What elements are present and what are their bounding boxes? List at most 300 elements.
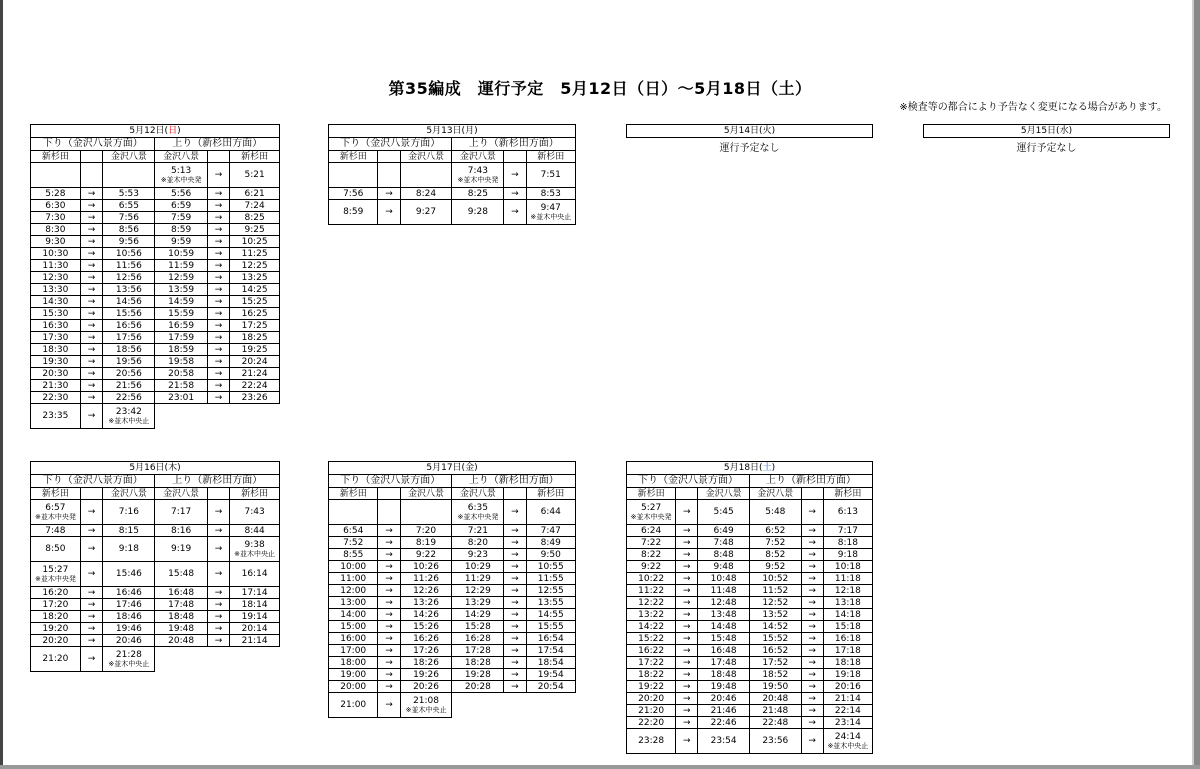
arrow-icon: → bbox=[808, 597, 816, 608]
arrow-icon: → bbox=[214, 623, 223, 634]
time-value: 6:24 bbox=[640, 525, 662, 536]
col-kanazawahakkei-arr: 金沢八景 bbox=[400, 151, 452, 163]
time-cell bbox=[103, 356, 155, 368]
time-cell bbox=[329, 609, 378, 621]
time-value: 7:48 bbox=[45, 525, 66, 536]
time-cell bbox=[230, 296, 280, 308]
time-cell bbox=[103, 344, 155, 356]
time-cell bbox=[749, 645, 801, 657]
arrow-icon: → bbox=[385, 645, 393, 656]
time-value: 13:30 bbox=[42, 284, 69, 295]
arrow-icon: → bbox=[385, 621, 393, 632]
arrow-icon: → bbox=[682, 507, 691, 517]
arrow-icon: → bbox=[87, 296, 96, 307]
time-cell bbox=[31, 188, 81, 200]
time-cell bbox=[526, 200, 575, 225]
arrow-icon: → bbox=[87, 308, 96, 319]
time-cell bbox=[526, 597, 575, 609]
direction-down: 下り（金沢八景方面） bbox=[329, 138, 452, 151]
time-cell bbox=[31, 272, 81, 284]
arrow-cell bbox=[207, 212, 229, 224]
time-note: ※並木中央止 bbox=[234, 550, 276, 558]
time-value: 20:16 bbox=[834, 681, 861, 692]
time-cell bbox=[103, 212, 155, 224]
time-cell bbox=[698, 500, 750, 525]
time-value: 18:28 bbox=[464, 657, 491, 668]
time-cell bbox=[823, 621, 872, 633]
day-header bbox=[329, 125, 576, 138]
day-header-label bbox=[724, 126, 775, 136]
time-cell bbox=[31, 599, 81, 611]
table-row bbox=[627, 537, 873, 549]
table-row bbox=[31, 356, 280, 368]
time-cell bbox=[526, 549, 575, 561]
time-value: 11:26 bbox=[413, 573, 439, 584]
arrow-cell bbox=[676, 561, 698, 573]
arrow-cell bbox=[504, 609, 526, 621]
arrow-cell bbox=[207, 344, 229, 356]
time-value: 22:56 bbox=[115, 392, 142, 403]
arrow-icon: → bbox=[682, 705, 691, 716]
arrow-cell bbox=[801, 609, 823, 621]
table-row bbox=[31, 260, 280, 272]
day-close: ) bbox=[1068, 126, 1073, 136]
time-value: 18:48 bbox=[168, 611, 195, 622]
time-cell bbox=[627, 693, 676, 705]
time-value: 7:17 bbox=[837, 525, 858, 536]
time-value: 18:54 bbox=[537, 657, 564, 668]
time-value: 21:08 bbox=[413, 696, 439, 706]
time-cell bbox=[230, 224, 280, 236]
time-value: 11:59 bbox=[168, 260, 195, 271]
arrow-icon: → bbox=[808, 609, 816, 620]
arrow-cell bbox=[80, 599, 102, 611]
time-cell bbox=[230, 332, 280, 344]
time-value: 24:14 bbox=[834, 732, 861, 742]
arrow-cell bbox=[801, 621, 823, 633]
time-value: 23:35 bbox=[42, 411, 69, 421]
time-value: 19:26 bbox=[413, 669, 439, 680]
time-cell bbox=[155, 537, 207, 562]
arrow-cell bbox=[378, 585, 400, 597]
arrow-icon: → bbox=[808, 585, 816, 596]
time-cell bbox=[329, 561, 378, 573]
timetable-may15 bbox=[923, 124, 1170, 154]
time-value: 6:52 bbox=[765, 525, 786, 536]
time-value: 9:52 bbox=[765, 561, 786, 572]
timetable-grid bbox=[30, 461, 280, 672]
time-value: 16:46 bbox=[115, 587, 142, 598]
time-value: 9:48 bbox=[713, 561, 734, 572]
time-cell bbox=[155, 272, 207, 284]
time-value: 7:22 bbox=[640, 537, 662, 548]
table-row bbox=[31, 308, 280, 320]
arrow-cell bbox=[676, 573, 698, 585]
arrow-cell bbox=[207, 380, 229, 392]
time-cell bbox=[823, 693, 872, 705]
time-value: 13:52 bbox=[762, 609, 789, 620]
col-shinsugita-dep: 新杉田 bbox=[31, 151, 81, 163]
time-value: 16:54 bbox=[537, 633, 564, 644]
time-value: 21:46 bbox=[710, 705, 737, 716]
time-cell bbox=[698, 537, 750, 549]
time-value: 8:59 bbox=[343, 207, 364, 217]
time-value: 14:56 bbox=[115, 296, 142, 307]
table-row bbox=[329, 669, 576, 681]
time-cell bbox=[627, 537, 676, 549]
time-cell bbox=[749, 729, 801, 754]
table-row bbox=[31, 392, 280, 404]
arrow-cell bbox=[801, 585, 823, 597]
arrow-icon: → bbox=[511, 549, 519, 560]
time-value: 21:20 bbox=[42, 654, 69, 664]
time-value: 7:30 bbox=[45, 212, 66, 223]
time-cell bbox=[103, 635, 155, 647]
arrow-icon: → bbox=[808, 681, 816, 692]
time-value: 6:13 bbox=[837, 507, 858, 517]
arrow-icon: → bbox=[511, 561, 519, 572]
table-row bbox=[31, 647, 280, 672]
time-value: 20:58 bbox=[168, 368, 195, 379]
time-cell bbox=[329, 200, 378, 225]
time-value: 19:48 bbox=[710, 681, 737, 692]
time-cell bbox=[698, 525, 750, 537]
time-value: 10:59 bbox=[168, 248, 195, 259]
arrow-cell bbox=[80, 356, 102, 368]
arrow-cell bbox=[207, 284, 229, 296]
time-value: 10:22 bbox=[638, 573, 665, 584]
time-cell bbox=[698, 681, 750, 693]
frame-right-inner-border bbox=[1192, 0, 1194, 769]
arrow-cell bbox=[207, 599, 229, 611]
time-value: 18:56 bbox=[115, 344, 142, 355]
time-cell bbox=[627, 573, 676, 585]
time-value: 13:26 bbox=[413, 597, 439, 608]
time-cell bbox=[400, 633, 452, 645]
time-cell bbox=[452, 657, 504, 669]
time-value: 18:22 bbox=[638, 669, 665, 680]
arrow-cell bbox=[378, 561, 400, 573]
time-cell bbox=[155, 212, 207, 224]
time-cell bbox=[698, 597, 750, 609]
arrow-icon: → bbox=[87, 623, 96, 634]
col-shinsugita-arr: 新杉田 bbox=[230, 488, 280, 500]
table-row bbox=[31, 500, 280, 525]
arrow-cell bbox=[207, 635, 229, 647]
time-cell bbox=[155, 224, 207, 236]
day-weekday: 火 bbox=[762, 126, 772, 136]
arrow-cell bbox=[801, 717, 823, 729]
time-cell bbox=[329, 163, 378, 188]
time-cell bbox=[698, 729, 750, 754]
time-value: 11:55 bbox=[537, 573, 564, 584]
time-value: 14:55 bbox=[537, 609, 564, 620]
time-cell bbox=[452, 633, 504, 645]
time-value: 10:55 bbox=[537, 561, 564, 572]
time-cell bbox=[103, 368, 155, 380]
time-cell bbox=[400, 573, 452, 585]
time-value: 12:22 bbox=[638, 597, 665, 608]
timetable-may14 bbox=[626, 124, 873, 154]
time-value: 5:28 bbox=[45, 188, 66, 199]
time-cell bbox=[749, 573, 801, 585]
time-value: 9:50 bbox=[540, 549, 561, 560]
time-value: 19:00 bbox=[340, 669, 367, 680]
time-cell bbox=[823, 525, 872, 537]
time-cell bbox=[329, 537, 378, 549]
arrow-cell bbox=[80, 635, 102, 647]
time-value: 10:30 bbox=[42, 248, 69, 259]
time-note: ※並木中央止 bbox=[108, 417, 150, 425]
time-value: 16:28 bbox=[464, 633, 491, 644]
time-cell bbox=[526, 621, 575, 633]
time-value: 17:30 bbox=[42, 332, 69, 343]
arrow-icon: → bbox=[87, 248, 96, 259]
arrow-cell bbox=[676, 717, 698, 729]
arrow-icon: → bbox=[214, 587, 223, 598]
time-cell bbox=[103, 562, 155, 587]
table-row bbox=[627, 585, 873, 597]
col-arrow bbox=[378, 151, 400, 163]
time-value: 12:56 bbox=[115, 272, 142, 283]
arrow-cell bbox=[801, 561, 823, 573]
time-cell bbox=[823, 729, 872, 754]
time-cell bbox=[526, 188, 575, 200]
arrow-icon: → bbox=[808, 525, 816, 536]
time-cell bbox=[526, 609, 575, 621]
time-value: 9:27 bbox=[415, 207, 437, 217]
time-cell bbox=[400, 645, 452, 657]
time-value: 8:16 bbox=[171, 525, 192, 536]
time-cell bbox=[526, 585, 575, 597]
col-shinsugita-arr: 新杉田 bbox=[526, 488, 575, 500]
time-cell bbox=[627, 500, 676, 525]
arrow-icon: → bbox=[214, 611, 223, 622]
timetable-may13 bbox=[328, 124, 576, 225]
arrow-cell bbox=[801, 573, 823, 585]
arrow-icon: → bbox=[87, 224, 96, 235]
time-cell bbox=[526, 645, 575, 657]
time-value: 11:56 bbox=[115, 260, 142, 271]
arrow-icon: → bbox=[511, 507, 519, 517]
time-value: 19:58 bbox=[168, 356, 195, 367]
time-value: 20:20 bbox=[638, 693, 665, 704]
day-weekday: 土 bbox=[762, 463, 772, 473]
time-cell bbox=[103, 236, 155, 248]
time-cell bbox=[230, 623, 280, 635]
time-cell bbox=[526, 669, 575, 681]
arrow-cell bbox=[676, 705, 698, 717]
time-value: 15:25 bbox=[241, 296, 268, 307]
time-value: 9:23 bbox=[467, 549, 488, 560]
time-value: 7:17 bbox=[171, 507, 192, 517]
time-value: 23:54 bbox=[710, 736, 737, 746]
arrow-icon: → bbox=[808, 705, 816, 716]
time-cell bbox=[31, 635, 81, 647]
time-cell bbox=[103, 200, 155, 212]
time-cell bbox=[31, 537, 81, 562]
arrow-cell bbox=[801, 525, 823, 537]
time-cell bbox=[526, 633, 575, 645]
time-cell bbox=[526, 573, 575, 585]
time-cell bbox=[400, 597, 452, 609]
day-header-label bbox=[129, 463, 180, 473]
timetable-may18 bbox=[626, 461, 873, 754]
time-value: 7:20 bbox=[415, 525, 437, 536]
arrow-cell bbox=[207, 308, 229, 320]
arrow-cell bbox=[80, 260, 102, 272]
time-cell bbox=[823, 549, 872, 561]
time-cell bbox=[155, 332, 207, 344]
arrow-icon: → bbox=[214, 200, 223, 211]
time-note: ※並木中央発 bbox=[34, 575, 76, 583]
direction-row bbox=[329, 475, 576, 488]
col-arrow bbox=[207, 488, 229, 500]
arrow-icon: → bbox=[511, 207, 519, 217]
arrow-icon: → bbox=[511, 609, 519, 620]
time-value: 14:30 bbox=[42, 296, 69, 307]
arrow-cell bbox=[80, 525, 102, 537]
time-cell bbox=[103, 248, 155, 260]
empty-cell bbox=[155, 647, 280, 672]
table-row bbox=[31, 562, 280, 587]
col-shinsugita-dep: 新杉田 bbox=[31, 488, 81, 500]
frame-bottom-border bbox=[0, 765, 1200, 769]
arrow-cell bbox=[207, 200, 229, 212]
time-value: 18:18 bbox=[834, 657, 861, 668]
time-note: ※並木中央止 bbox=[530, 213, 572, 221]
day-header-label bbox=[129, 126, 180, 136]
time-value: 8:55 bbox=[343, 549, 364, 560]
time-value: 5:53 bbox=[118, 188, 139, 199]
arrow-cell bbox=[801, 729, 823, 754]
time-cell bbox=[230, 284, 280, 296]
arrow-cell bbox=[504, 163, 526, 188]
time-cell bbox=[230, 212, 280, 224]
time-cell bbox=[103, 320, 155, 332]
table-row bbox=[329, 597, 576, 609]
time-value: 15:28 bbox=[464, 621, 491, 632]
arrow-icon: → bbox=[214, 599, 223, 610]
no-service-text: 運行予定なし bbox=[719, 143, 780, 154]
time-cell bbox=[329, 645, 378, 657]
arrow-cell bbox=[801, 633, 823, 645]
arrow-icon: → bbox=[682, 645, 691, 656]
arrow-icon: → bbox=[87, 272, 96, 283]
time-value: 10:29 bbox=[464, 561, 491, 572]
arrow-cell bbox=[207, 368, 229, 380]
time-cell bbox=[230, 188, 280, 200]
column-header-row bbox=[31, 151, 280, 163]
day-header-row bbox=[31, 462, 280, 475]
time-cell bbox=[698, 573, 750, 585]
time-value: 16:48 bbox=[168, 587, 195, 598]
time-cell bbox=[627, 717, 676, 729]
arrow-cell bbox=[801, 500, 823, 525]
time-cell bbox=[329, 681, 378, 693]
arrow-icon: → bbox=[385, 549, 393, 560]
time-cell bbox=[627, 705, 676, 717]
time-value: 18:46 bbox=[115, 611, 142, 622]
arrow-cell bbox=[80, 392, 102, 404]
time-value: 15:48 bbox=[168, 569, 195, 579]
col-arrow bbox=[801, 488, 823, 500]
day-close: ) bbox=[177, 463, 181, 473]
time-cell bbox=[698, 585, 750, 597]
arrow-icon: → bbox=[385, 537, 393, 548]
col-arrow bbox=[80, 488, 102, 500]
arrow-cell bbox=[80, 284, 102, 296]
time-cell bbox=[698, 657, 750, 669]
time-cell bbox=[230, 260, 280, 272]
arrow-icon: → bbox=[385, 585, 393, 596]
time-value: 18:25 bbox=[241, 332, 268, 343]
time-value: 23:14 bbox=[834, 717, 861, 728]
table-row bbox=[31, 163, 280, 188]
arrow-cell bbox=[80, 236, 102, 248]
arrow-icon: → bbox=[87, 236, 96, 247]
page-title: 第35編成 運行予定 5月12日（日）～5月18日（土） bbox=[388, 79, 812, 98]
time-value: 5:48 bbox=[765, 507, 786, 517]
time-value: 9:19 bbox=[171, 544, 192, 554]
arrow-icon: → bbox=[214, 368, 223, 379]
time-cell bbox=[627, 561, 676, 573]
time-cell bbox=[452, 500, 504, 525]
time-cell bbox=[155, 525, 207, 537]
time-value: 22:30 bbox=[42, 392, 69, 403]
table-row bbox=[627, 500, 873, 525]
time-value: 13:18 bbox=[834, 597, 861, 608]
arrow-icon: → bbox=[87, 188, 96, 199]
table-row bbox=[31, 537, 280, 562]
time-value: 17:56 bbox=[115, 332, 142, 343]
timetable-may12 bbox=[30, 124, 280, 429]
time-value: 11:22 bbox=[638, 585, 665, 596]
table-row bbox=[627, 657, 873, 669]
change-notice: ※検査等の都合により予告なく変更になる場合があります。 bbox=[899, 102, 1167, 113]
arrow-cell bbox=[80, 212, 102, 224]
time-cell bbox=[526, 657, 575, 669]
time-cell bbox=[230, 537, 280, 562]
arrow-icon: → bbox=[214, 272, 223, 283]
arrow-icon: → bbox=[808, 657, 816, 668]
arrow-icon: → bbox=[682, 657, 691, 668]
col-kanazawahakkei-dep: 金沢八景 bbox=[155, 151, 207, 163]
time-cell bbox=[526, 163, 575, 188]
col-shinsugita-arr: 新杉田 bbox=[823, 488, 872, 500]
time-value: 6:30 bbox=[45, 200, 66, 211]
time-value: 9:18 bbox=[837, 549, 858, 560]
table-row bbox=[627, 681, 873, 693]
time-cell bbox=[698, 705, 750, 717]
time-value: 13:00 bbox=[340, 597, 367, 608]
arrow-cell bbox=[378, 657, 400, 669]
arrow-cell bbox=[378, 669, 400, 681]
arrow-cell bbox=[207, 537, 229, 562]
time-value: 6:55 bbox=[118, 200, 139, 211]
time-cell bbox=[31, 224, 81, 236]
time-value: 13:22 bbox=[638, 609, 665, 620]
arrow-cell bbox=[378, 537, 400, 549]
time-value: 15:59 bbox=[168, 308, 195, 319]
time-value: 17:22 bbox=[638, 657, 665, 668]
time-cell bbox=[627, 597, 676, 609]
time-value: 7:43 bbox=[244, 507, 265, 517]
time-cell bbox=[823, 537, 872, 549]
frame-right-border bbox=[1194, 0, 1200, 769]
arrow-icon: → bbox=[511, 621, 519, 632]
table-row bbox=[627, 693, 873, 705]
